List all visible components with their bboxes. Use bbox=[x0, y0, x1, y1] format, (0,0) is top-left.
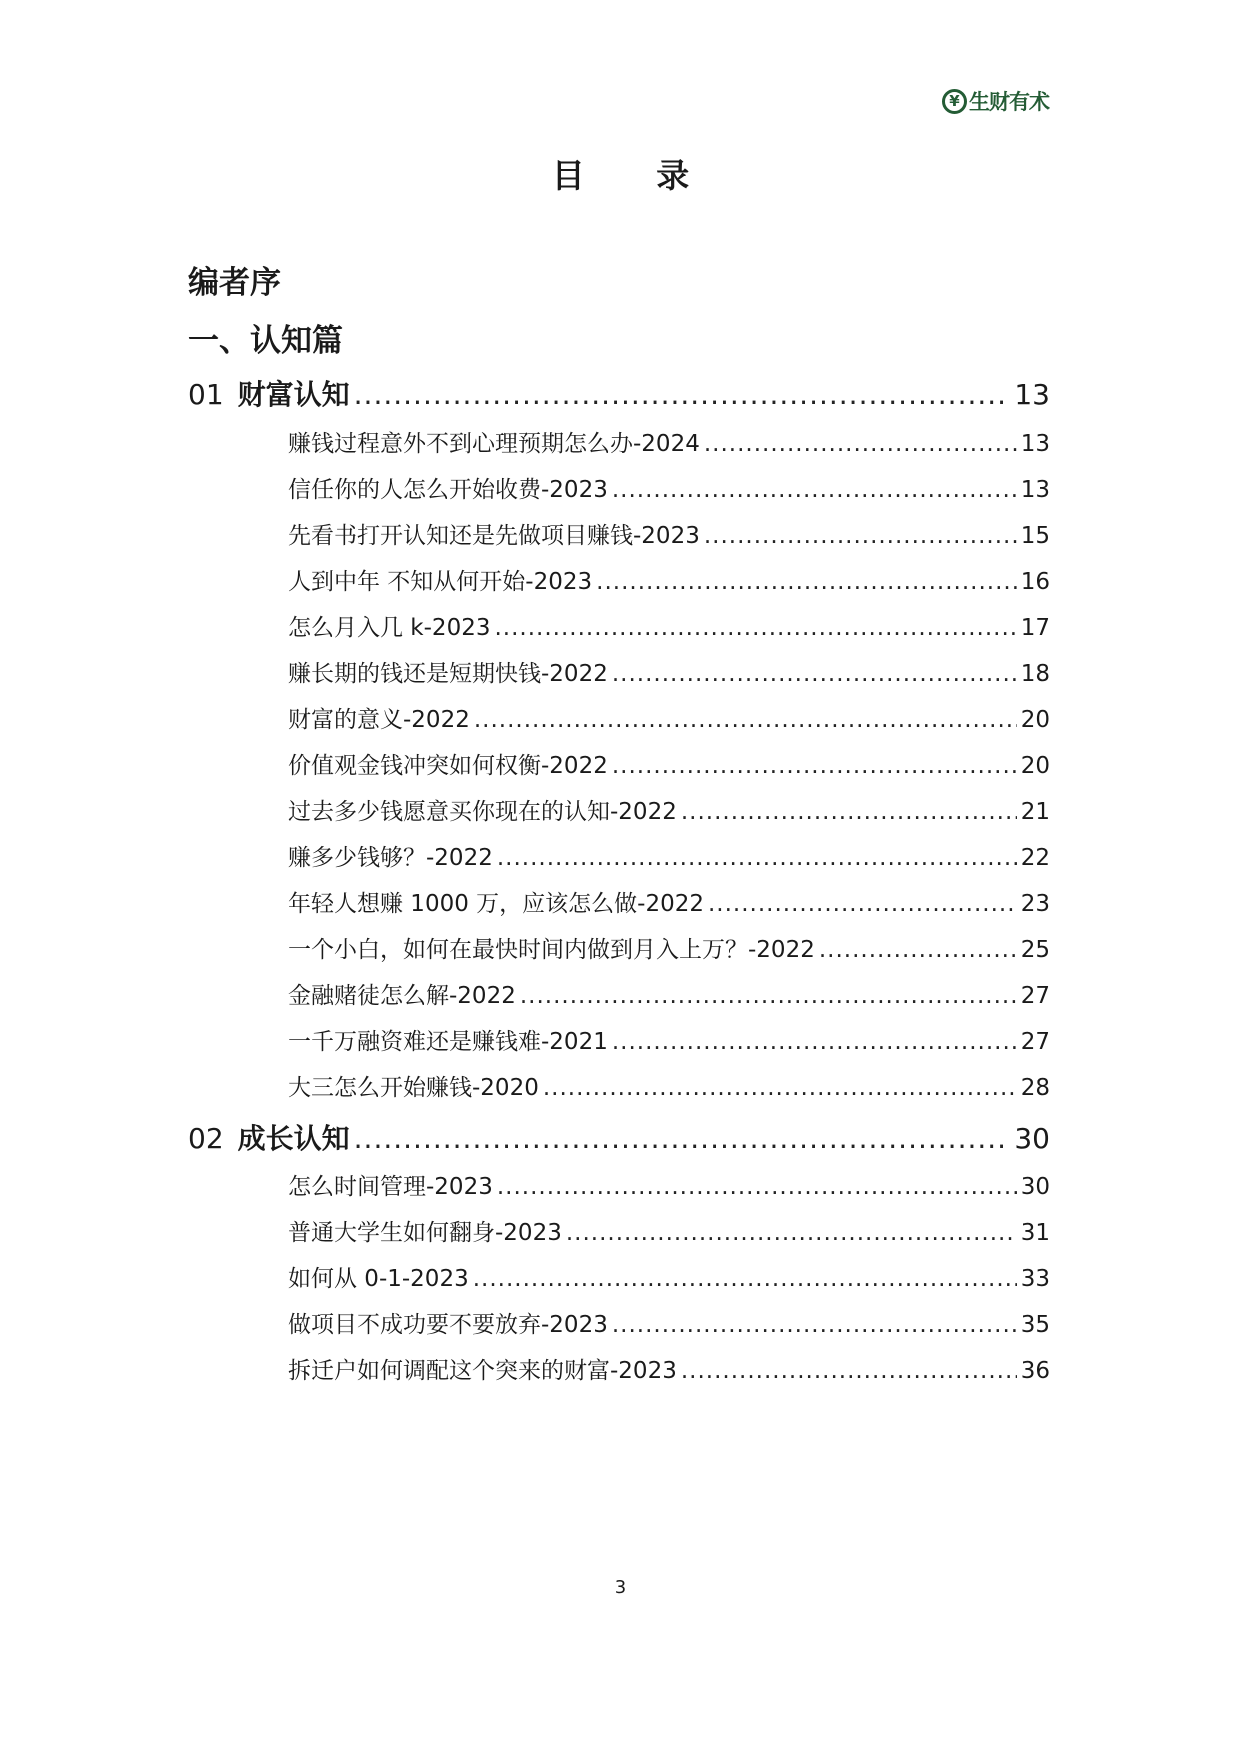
page-number: 13 bbox=[1020, 477, 1050, 503]
entry-title: 财富的意义-2022 bbox=[288, 707, 470, 733]
page-title: 目 录 bbox=[551, 156, 720, 195]
entry-title: 人到中年 不知从何开始-2023 bbox=[288, 569, 593, 595]
page-number: 31 bbox=[1020, 1220, 1050, 1246]
toc-entry[interactable] bbox=[288, 563, 1050, 596]
toc-entry[interactable] bbox=[288, 517, 1050, 550]
dot-leader bbox=[520, 983, 1017, 1009]
dot-leader bbox=[566, 1220, 1017, 1246]
dot-leader bbox=[473, 1266, 1017, 1292]
dot-leader bbox=[708, 891, 1017, 917]
page-number: 21 bbox=[1020, 799, 1050, 825]
toc-entry[interactable] bbox=[288, 609, 1050, 642]
dot-leader bbox=[681, 799, 1017, 825]
brand-name: 生财有术 bbox=[969, 90, 1049, 114]
section-heading-cognition: 一、认知篇 bbox=[188, 323, 343, 359]
page-number: 22 bbox=[1020, 845, 1050, 871]
dot-leader bbox=[354, 1122, 1011, 1155]
dot-leader bbox=[596, 569, 1017, 595]
dot-leader bbox=[354, 378, 1011, 411]
toc-entry[interactable] bbox=[288, 1168, 1050, 1201]
entry-title: 赚多少钱够？-2022 bbox=[288, 845, 493, 871]
entry-title: 价值观金钱冲突如何权衡-2022 bbox=[288, 753, 608, 779]
page-number: 20 bbox=[1020, 707, 1050, 733]
chapter-number: 01 bbox=[188, 378, 224, 411]
entry-title: 过去多少钱愿意买你现在的认知-2022 bbox=[288, 799, 677, 825]
brand-logo bbox=[942, 86, 1049, 116]
dot-leader bbox=[704, 523, 1017, 549]
toc-entry[interactable] bbox=[288, 931, 1050, 964]
entry-title: 拆迁户如何调配这个突来的财富-2023 bbox=[288, 1358, 677, 1384]
entry-title: 如何从 0-1-2023 bbox=[288, 1266, 469, 1292]
chapter-title: 财富认知 bbox=[237, 378, 350, 411]
entry-title: 赚长期的钱还是短期快钱-2022 bbox=[288, 661, 608, 687]
page-number: 20 bbox=[1020, 753, 1050, 779]
dot-leader bbox=[474, 707, 1017, 733]
toc-entry[interactable] bbox=[288, 471, 1050, 504]
toc-entry[interactable] bbox=[288, 1214, 1050, 1247]
entry-title: 先看书打开认知还是先做项目赚钱-2023 bbox=[288, 523, 700, 549]
page-number: 16 bbox=[1020, 569, 1050, 595]
entry-title: 一个小白，如何在最快时间内做到月入上万？-2022 bbox=[288, 937, 815, 963]
footer-page-number: 3 bbox=[614, 1577, 627, 1598]
entry-title: 普通大学生如何翻身-2023 bbox=[288, 1220, 562, 1246]
dot-leader bbox=[494, 615, 1016, 641]
entry-title: 怎么时间管理-2023 bbox=[288, 1174, 493, 1200]
dot-leader bbox=[497, 845, 1017, 871]
page-number: 17 bbox=[1020, 615, 1050, 641]
section-heading-preface: 编者序 bbox=[188, 265, 281, 301]
chapter-number: 02 bbox=[188, 1122, 224, 1155]
entry-title: 一千万融资难还是赚钱难-2021 bbox=[288, 1029, 608, 1055]
page-number: 27 bbox=[1020, 983, 1050, 1009]
dot-leader bbox=[612, 1312, 1017, 1338]
dot-leader bbox=[612, 661, 1017, 687]
dot-leader bbox=[704, 431, 1017, 457]
dot-leader bbox=[612, 1029, 1017, 1055]
page-number: 27 bbox=[1020, 1029, 1050, 1055]
page-number: 18 bbox=[1020, 661, 1050, 687]
toc-entry[interactable] bbox=[288, 793, 1050, 826]
dot-leader bbox=[497, 1174, 1017, 1200]
toc-entry[interactable] bbox=[288, 839, 1050, 872]
toc-chapter-01[interactable] bbox=[188, 373, 1050, 413]
page-number: 13 bbox=[1014, 378, 1050, 411]
page-number: 30 bbox=[1014, 1122, 1050, 1155]
toc-entry[interactable] bbox=[288, 1352, 1050, 1385]
toc-entry[interactable] bbox=[288, 747, 1050, 780]
entry-title: 年轻人想赚 1000 万，应该怎么做-2022 bbox=[288, 891, 704, 917]
yuan-coin-icon: ¥ bbox=[942, 89, 967, 114]
toc-entry[interactable] bbox=[288, 425, 1050, 458]
entry-title: 信任你的人怎么开始收费-2023 bbox=[288, 477, 608, 503]
dot-leader bbox=[543, 1075, 1017, 1101]
toc-entry[interactable] bbox=[288, 1306, 1050, 1339]
page-number: 13 bbox=[1020, 431, 1050, 457]
toc-chapter-02[interactable] bbox=[188, 1117, 1050, 1157]
toc-entry[interactable] bbox=[288, 655, 1050, 688]
entry-title: 做项目不成功要不要放弃-2023 bbox=[288, 1312, 608, 1338]
toc-entry[interactable] bbox=[288, 1260, 1050, 1293]
entry-title: 怎么月入几 k-2023 bbox=[288, 615, 491, 641]
page-number: 35 bbox=[1020, 1312, 1050, 1338]
page-number: 33 bbox=[1020, 1266, 1050, 1292]
entry-title: 大三怎么开始赚钱-2020 bbox=[288, 1075, 539, 1101]
toc-entry[interactable] bbox=[288, 885, 1050, 918]
page-number: 23 bbox=[1020, 891, 1050, 917]
page-number: 15 bbox=[1020, 523, 1050, 549]
page-number: 36 bbox=[1020, 1358, 1050, 1384]
toc-entry[interactable] bbox=[288, 977, 1050, 1010]
entry-title: 赚钱过程意外不到心理预期怎么办-2024 bbox=[288, 431, 700, 457]
dot-leader bbox=[819, 937, 1017, 963]
dot-leader bbox=[612, 477, 1017, 503]
page-number: 25 bbox=[1020, 937, 1050, 963]
toc-entry[interactable] bbox=[288, 1069, 1050, 1102]
toc-entry[interactable] bbox=[288, 701, 1050, 734]
entry-title: 金融赌徒怎么解-2022 bbox=[288, 983, 516, 1009]
page-number: 28 bbox=[1020, 1075, 1050, 1101]
page-number: 30 bbox=[1020, 1174, 1050, 1200]
dot-leader bbox=[612, 753, 1017, 779]
chapter-title: 成长认知 bbox=[237, 1122, 350, 1155]
dot-leader bbox=[681, 1358, 1017, 1384]
toc-entry[interactable] bbox=[288, 1023, 1050, 1056]
